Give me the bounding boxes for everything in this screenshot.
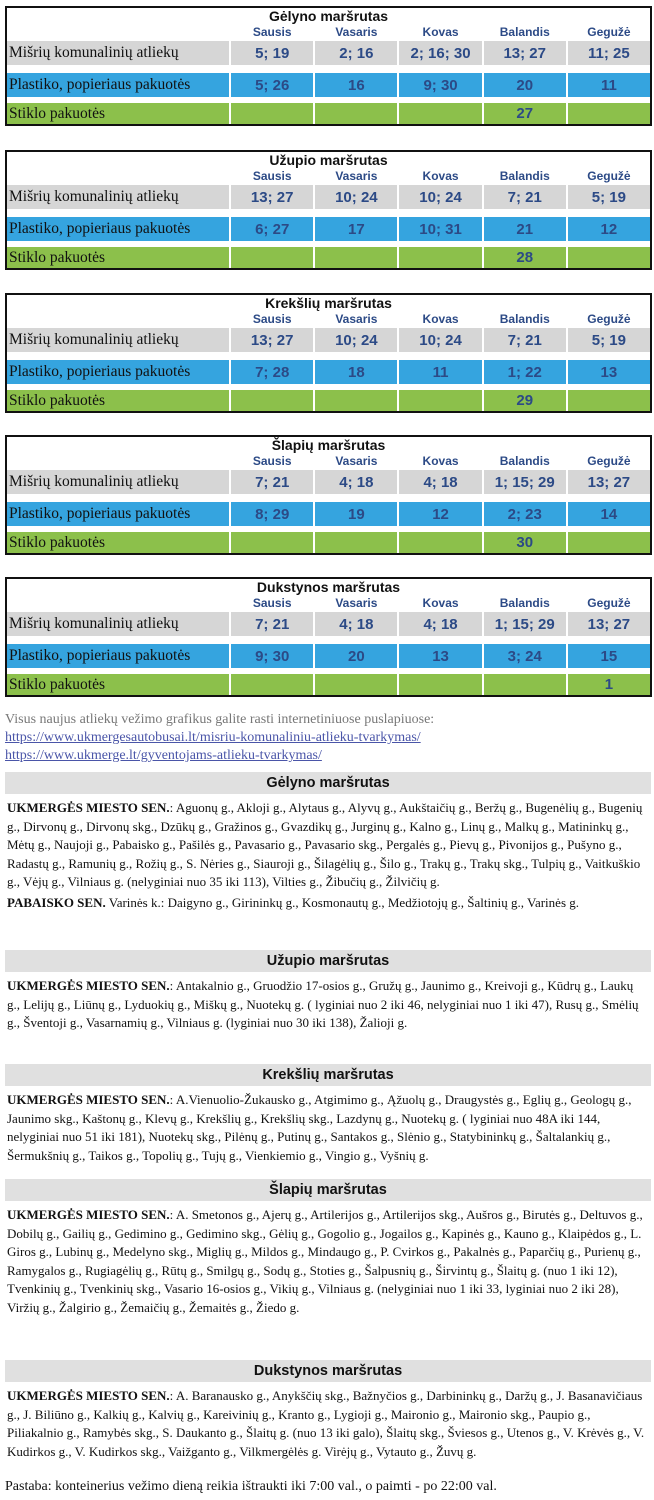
month-label: Balandis bbox=[499, 312, 550, 326]
section-title: Krekšlių maršrutas bbox=[5, 1064, 651, 1086]
month-label: Gegužė bbox=[587, 312, 631, 326]
month-label: Sausis bbox=[252, 25, 292, 39]
row-mixed bbox=[7, 41, 650, 65]
street-list bbox=[5, 1204, 651, 1321]
date-cell: 1; 15; 29 bbox=[484, 470, 566, 494]
schedule-title: Užupio maršrutas bbox=[269, 152, 388, 168]
month-header bbox=[7, 25, 650, 39]
link-ukmergesautobusai[interactable]: https://www.ukmergesautobusai.lt/misriu-komunaliniu-atlieku-tvarkymas/ bbox=[5, 730, 421, 745]
date-cell: 10; 31 bbox=[399, 217, 481, 241]
section-title: Šlapių maršrutas bbox=[5, 1179, 651, 1201]
month-label: Sausis bbox=[252, 454, 292, 468]
row-label-mixed: Mišrių komunalinių atliekų bbox=[7, 328, 229, 352]
date-cell: 13; 27 bbox=[568, 612, 650, 636]
schedule-table-slapiu bbox=[5, 435, 652, 555]
date-cell: 27 bbox=[484, 103, 566, 124]
street-names: : A.Vienuolio-Žukausko g., Atgimimo g., Ąžuolų g., Draugystės g., Eglių g., Geologų g., Jaunimo skg., Kaštonų g., Klevų g., Krekšlių g., Krekšlių skg., Lazdynų g., Nuotekų g. ( lyginiai nuo 48A iki 144, nelyginiai nuo 51 iki 181), Nuotekų skg., Pilėnų g., Putinų g., Santakos g., Slėnio g., Statybininkų g., Šaltalankių g., Šermukšnių g., Taikos g., Topolių g., Tujų g., Vienkiemio g., Vingio g., Vyšnių g. bbox=[7, 1092, 632, 1163]
street-names: : A. Smetonos g., Ajerų g., Artilerijos g., Artilerijos skg., Aušros g., Birutės g., Deltuvos g., Dobilų g., Gailių g., Gedimino g., Gedimino skg., Gėlių g., Gogolio g., Jogailos g., Kapinės g., Kauno g., Klaipėdos g., L. Giros g., Lubinų g., Medelyno skg., Miglių g., Mildos g., Mindaugo g., P. Cvirkos g., Pakalnės g., Paparčių g., Purienų g., Ramygalos g., Rugiagėlių g., Rūtų g., Smilgų g., Sodų g., Stoties g., Šalpusnių g., Širvintų g., Šlaitų g. (nuo 1 iki 12), Tvenkinių g., Tvenkinių skg., Vasario 16-osios g., Vikių g., Vilniaus g. (nelyginiai nuo 1 iki 33, lyginiai nuo 2 iki 28), Viržių g., Žalgirio g., Žemaičių g., Žemaitės g., Žiedo g. bbox=[7, 1207, 643, 1315]
date-cell bbox=[315, 532, 397, 553]
date-cell: 14 bbox=[568, 502, 650, 526]
district-name: PABAISKO SEN. bbox=[7, 894, 106, 910]
month-label: Balandis bbox=[499, 169, 550, 183]
date-cell: 8; 29 bbox=[231, 502, 313, 526]
row-label-glass: Stiklo pakuotės bbox=[7, 390, 229, 411]
date-cell bbox=[568, 532, 650, 553]
date-cell: 13 bbox=[568, 360, 650, 384]
street-list bbox=[5, 1089, 651, 1169]
section-title: Užupio maršrutas bbox=[5, 950, 651, 972]
date-cell: 21 bbox=[484, 217, 566, 241]
date-cell: 19 bbox=[315, 502, 397, 526]
row-label-glass: Stiklo pakuotės bbox=[7, 532, 229, 553]
row-label-plastic: Plastiko, popieriaus pakuotės bbox=[7, 360, 229, 384]
street-paragraph bbox=[7, 894, 648, 913]
month-label: Kovas bbox=[422, 25, 459, 39]
date-cell bbox=[231, 674, 313, 695]
date-cell: 4; 18 bbox=[315, 470, 397, 494]
date-cell: 9; 30 bbox=[231, 644, 313, 668]
district-name: UKMERGĖS MIESTO SEN. bbox=[7, 1207, 170, 1222]
row-plastic bbox=[7, 73, 650, 97]
row-label-plastic: Plastiko, popieriaus pakuotės bbox=[7, 217, 229, 241]
street-paragraph bbox=[7, 1206, 648, 1317]
month-label: Balandis bbox=[499, 454, 550, 468]
row-glass bbox=[7, 532, 650, 553]
date-cell: 10; 24 bbox=[315, 185, 397, 209]
schedule-title: Krekšlių maršrutas bbox=[265, 295, 392, 311]
month-label: Vasaris bbox=[335, 312, 378, 326]
date-cell: 11 bbox=[399, 360, 481, 384]
month-label: Vasaris bbox=[335, 25, 378, 39]
district-name: UKMERGĖS MIESTO SEN. bbox=[7, 1388, 170, 1403]
schedule-title: Gėlyno maršrutas bbox=[268, 8, 389, 24]
row-plastic bbox=[7, 217, 650, 241]
row-label-plastic: Plastiko, popieriaus pakuotės bbox=[7, 502, 229, 526]
date-cell: 17 bbox=[315, 217, 397, 241]
row-label-mixed: Mišrių komunalinių atliekų bbox=[7, 185, 229, 209]
date-cell bbox=[399, 390, 481, 411]
section-title: Gėlyno maršrutas bbox=[5, 772, 651, 794]
month-label: Sausis bbox=[252, 169, 292, 183]
date-cell: 20 bbox=[315, 644, 397, 668]
date-cell: 13; 27 bbox=[231, 328, 313, 352]
schedule-table-gelyno bbox=[5, 6, 652, 126]
footer-note: Pastaba: konteinerius vežimo dieną reikia ištraukti iki 7:00 val., o paimti - po 22:00 val. bbox=[5, 1479, 497, 1494]
date-cell: 15 bbox=[568, 644, 650, 668]
date-cell bbox=[484, 674, 566, 695]
schedule-title: Šlapių maršrutas bbox=[271, 437, 386, 453]
district-name: UKMERGĖS MIESTO SEN. bbox=[7, 1092, 170, 1107]
date-cell: 1; 15; 29 bbox=[484, 612, 566, 636]
street-list bbox=[5, 797, 651, 916]
date-cell: 13; 27 bbox=[484, 41, 566, 65]
date-cell bbox=[399, 674, 481, 695]
streets-section-uzupio bbox=[5, 950, 651, 1037]
row-glass bbox=[7, 390, 650, 411]
date-cell: 11 bbox=[568, 73, 650, 97]
date-cell: 4; 18 bbox=[399, 470, 481, 494]
date-cell bbox=[231, 103, 313, 124]
row-mixed bbox=[7, 328, 650, 352]
schedule-title: Dukstynos maršrutas bbox=[256, 579, 401, 595]
date-cell: 7; 21 bbox=[231, 612, 313, 636]
date-cell: 7; 21 bbox=[484, 185, 566, 209]
date-cell bbox=[399, 247, 481, 268]
row-plastic bbox=[7, 502, 650, 526]
streets-section-gelyno bbox=[5, 772, 651, 916]
month-label: Vasaris bbox=[335, 169, 378, 183]
month-label: Gegužė bbox=[587, 25, 631, 39]
date-cell: 2; 16; 30 bbox=[399, 41, 481, 65]
street-paragraph bbox=[7, 1387, 648, 1461]
date-cell bbox=[231, 532, 313, 553]
month-header bbox=[7, 169, 650, 183]
streets-section-dukstynos bbox=[5, 1360, 651, 1465]
date-cell: 30 bbox=[484, 532, 566, 553]
street-list bbox=[5, 975, 651, 1037]
month-label: Kovas bbox=[422, 312, 459, 326]
district-name: UKMERGĖS MIESTO SEN. bbox=[7, 800, 170, 815]
row-label-plastic: Plastiko, popieriaus pakuotės bbox=[7, 644, 229, 668]
month-label: Kovas bbox=[422, 454, 459, 468]
date-cell bbox=[315, 390, 397, 411]
date-cell bbox=[231, 390, 313, 411]
date-cell bbox=[568, 390, 650, 411]
row-plastic bbox=[7, 644, 650, 668]
date-cell: 1; 22 bbox=[484, 360, 566, 384]
date-cell: 16 bbox=[315, 73, 397, 97]
date-cell bbox=[231, 247, 313, 268]
row-label-glass: Stiklo pakuotės bbox=[7, 674, 229, 695]
row-mixed bbox=[7, 612, 650, 636]
row-label-glass: Stiklo pakuotės bbox=[7, 103, 229, 124]
schedule-table-uzupio bbox=[5, 150, 652, 270]
date-cell: 10; 24 bbox=[399, 328, 481, 352]
date-cell: 10; 24 bbox=[399, 185, 481, 209]
date-cell bbox=[315, 674, 397, 695]
schedule-table-kreksliu bbox=[5, 293, 652, 413]
date-cell: 13; 27 bbox=[231, 185, 313, 209]
month-label: Kovas bbox=[422, 596, 459, 610]
street-paragraph bbox=[7, 977, 648, 1033]
month-label: Balandis bbox=[499, 596, 550, 610]
row-glass bbox=[7, 674, 650, 695]
street-names: : A. Baranausko g., Anykščių skg., Bažnyčios g., Darbininkų g., Daržų g., J. Basanavičiaus g., J. Biliūno g., Kalkių g., Kalvių g., Kareivinių g., Kranto g., Lygioji g., Maironio g., Maironio skg., Paupio g., Piliakalnio g., Ramybės skg., S. Daukanto g., Šlaitų g. (nuo 13 iki galo), Šlaitų skg., Šviesos g., Utenos g., V. Krėvės g., V. Kudirkos g., V. Kudirkos skg., Vaižganto g., Vilkmergėlės g. Virėjų g., Vytauto g., Žuvų g. bbox=[7, 1388, 645, 1459]
month-header bbox=[7, 312, 650, 326]
date-cell bbox=[568, 247, 650, 268]
date-cell: 3; 24 bbox=[484, 644, 566, 668]
section-title: Dukstynos maršrutas bbox=[5, 1360, 651, 1382]
date-cell bbox=[315, 103, 397, 124]
date-cell: 2; 23 bbox=[484, 502, 566, 526]
date-cell bbox=[315, 247, 397, 268]
row-glass bbox=[7, 103, 650, 124]
date-cell: 11; 25 bbox=[568, 41, 650, 65]
date-cell: 28 bbox=[484, 247, 566, 268]
date-cell: 18 bbox=[315, 360, 397, 384]
date-cell: 13 bbox=[399, 644, 481, 668]
street-names: Varinės k.: Daigyno g., Girininkų g., Kosmonautų g., Medžiotojų g., Šaltinių g., Varinės g. bbox=[105, 894, 579, 910]
date-cell: 12 bbox=[399, 502, 481, 526]
month-header bbox=[7, 596, 650, 610]
date-cell: 1 bbox=[568, 674, 650, 695]
street-list bbox=[5, 1385, 651, 1465]
date-cell: 2; 16 bbox=[315, 41, 397, 65]
month-label: Gegužė bbox=[587, 169, 631, 183]
date-cell: 29 bbox=[484, 390, 566, 411]
date-cell: 4; 18 bbox=[399, 612, 481, 636]
month-label: Gegužė bbox=[587, 454, 631, 468]
date-cell bbox=[568, 103, 650, 124]
street-paragraph bbox=[7, 799, 648, 892]
date-cell: 7; 21 bbox=[484, 328, 566, 352]
month-label: Vasaris bbox=[335, 596, 378, 610]
date-cell: 7; 28 bbox=[231, 360, 313, 384]
row-label-mixed: Mišrių komunalinių atliekų bbox=[7, 470, 229, 494]
link-ukmerge[interactable]: https://www.ukmerge.lt/gyventojams-atlieku-tvarkymas/ bbox=[5, 748, 322, 763]
date-cell: 6; 27 bbox=[231, 217, 313, 241]
date-cell: 12 bbox=[568, 217, 650, 241]
date-cell bbox=[399, 103, 481, 124]
month-label: Kovas bbox=[422, 169, 459, 183]
date-cell bbox=[399, 532, 481, 553]
date-cell: 4; 18 bbox=[315, 612, 397, 636]
month-label: Gegužė bbox=[587, 596, 631, 610]
row-plastic bbox=[7, 360, 650, 384]
street-names: : Antakalnio g., Gruodžio 17-osios g., Gružų g., Jaunimo g., Kreivoji g., Kūdrų g., Laukų g., Lelijų g., Liūnų g., Lyduokių g., Miškų g., Nuotekų g. ( lyginiai nuo 2 iki 46, nelyginiai nuo 1 iki 47), Rusų g., Smėlių g., Šventoji g., Vasarnamių g., Vilniaus g. (lyginiai nuo 30 iki 138), Žalioji g. bbox=[7, 978, 639, 1030]
date-cell: 5; 19 bbox=[231, 41, 313, 65]
month-label: Vasaris bbox=[335, 454, 378, 468]
date-cell: 5; 19 bbox=[568, 328, 650, 352]
row-glass bbox=[7, 247, 650, 268]
row-label-mixed: Mišrių komunalinių atliekų bbox=[7, 612, 229, 636]
info-note: Visus naujus atliekų vežimo grafikus galite rasti internetiniuose puslapiuose: bbox=[5, 712, 435, 727]
date-cell: 20 bbox=[484, 73, 566, 97]
row-label-plastic: Plastiko, popieriaus pakuotės bbox=[7, 73, 229, 97]
date-cell: 5; 19 bbox=[568, 185, 650, 209]
month-label: Sausis bbox=[252, 312, 292, 326]
row-label-mixed: Mišrių komunalinių atliekų bbox=[7, 41, 229, 65]
street-paragraph bbox=[7, 1091, 648, 1165]
date-cell: 5; 26 bbox=[231, 73, 313, 97]
row-mixed bbox=[7, 470, 650, 494]
streets-section-kreksliu bbox=[5, 1064, 651, 1169]
street-names: : Aguonų g., Akloji g., Alytaus g., Alyvų g., Aukštaičių g., Beržų g., Bugenėlių g., Bugenių g., Dirvonų g., Dirvonų skg., Dzūkų g., Gražinos g., Gvazdikų g., Jurginų g., Kalno g., Linų g., Malkų g., Matininkų g., Mėtų g., Naujoji g., Pabaisko g., Pašilės g., Pavasario g., Pavasario skg., Pergalės g., Pievų g., Pivonijos g., Pušyno g., Radastų g., Ramunių g., Rožių g., S. Nėries g., Siauroji g., Šilagėlių g., Šilo g., Trakų g., Trakų skg., Tulpių g., Vaitkuškio g., Vėjų g., Vilniaus g. (nelyginiai nuo 35 iki 113), Vilties g., Žibučių g., Žilvičių g. bbox=[7, 800, 643, 889]
date-cell: 7; 21 bbox=[231, 470, 313, 494]
row-label-glass: Stiklo pakuotės bbox=[7, 247, 229, 268]
row-mixed bbox=[7, 185, 650, 209]
month-label: Sausis bbox=[252, 596, 292, 610]
district-name: UKMERGĖS MIESTO SEN. bbox=[7, 978, 170, 993]
streets-section-slapiu bbox=[5, 1179, 651, 1321]
schedule-table-dukstynos bbox=[5, 577, 652, 697]
date-cell: 13; 27 bbox=[568, 470, 650, 494]
date-cell: 10; 24 bbox=[315, 328, 397, 352]
date-cell: 9; 30 bbox=[399, 73, 481, 97]
month-label: Balandis bbox=[499, 25, 550, 39]
month-header bbox=[7, 454, 650, 468]
